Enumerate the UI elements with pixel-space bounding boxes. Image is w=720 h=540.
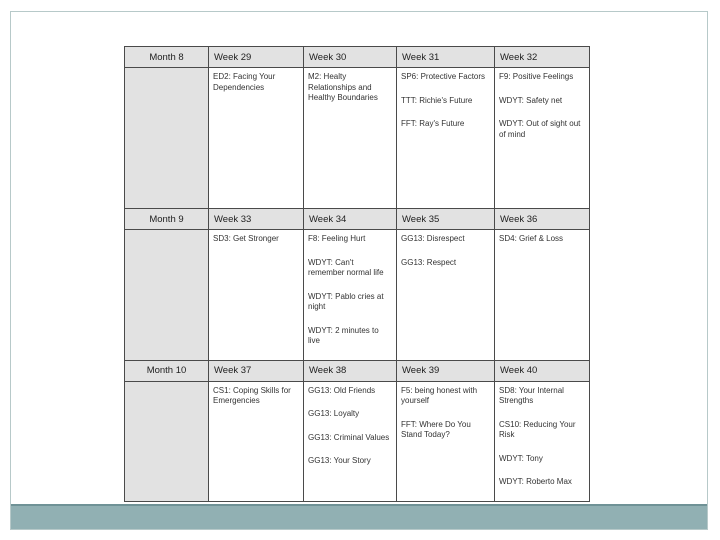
week-sessions-cell (209, 68, 304, 209)
week-sessions-cell (397, 68, 495, 209)
session-entry: GG13: Loyalty (308, 409, 360, 418)
session-entry: WDYT: 2 minutes to live (308, 325, 379, 345)
session-entry: F8: Feeling Hurt (308, 234, 366, 243)
month-body-row (125, 230, 590, 361)
month-header-row (125, 47, 590, 68)
session-entry: SD3: Get Stronger (213, 234, 279, 243)
week-sessions-cell (495, 381, 590, 501)
session-entry: CS10: Reducing Your Risk (499, 419, 576, 439)
session-entry: ED2: Facing Your Dependencies (213, 72, 276, 92)
session-entry: WDYT: Safety net (499, 95, 563, 105)
month-header-row (125, 360, 590, 381)
session-entry: WDYT: Roberto Max (499, 477, 572, 486)
week-label: Week 40 (495, 360, 590, 381)
session-entry: TTT: Richie's Future (401, 95, 473, 105)
week-label: Week 38 (304, 360, 397, 381)
week-sessions-cell (495, 68, 590, 209)
week-label: Week 37 (209, 360, 304, 381)
month-body-row (125, 381, 590, 501)
week-label: Week 39 (397, 360, 495, 381)
week-label: Week 35 (397, 209, 495, 230)
month-label: Month 8 (125, 47, 209, 68)
session-entry: GG13: Old Friends (308, 385, 376, 395)
session-entry: GG13: Disrespect (401, 234, 465, 243)
month-spacer-cell (125, 68, 209, 209)
week-sessions-cell (304, 381, 397, 501)
session-entry: WDYT: Pablo cries at night (308, 291, 384, 311)
week-label: Week 36 (495, 209, 590, 230)
month-spacer-cell (125, 381, 209, 501)
week-sessions-cell (495, 230, 590, 361)
week-label: Week 32 (495, 47, 590, 68)
month-label: Month 10 (125, 360, 209, 381)
session-entry: F9: Positive Feelings (499, 72, 574, 81)
curriculum-schedule-table (124, 46, 590, 502)
week-label: Week 30 (304, 47, 397, 68)
session-entry: FFT: Where Do You Stand Today? (401, 419, 471, 439)
month-header-row (125, 209, 590, 230)
week-sessions-cell (209, 381, 304, 501)
session-entry: GG13: Your Story (308, 456, 371, 465)
session-entry: M2: Healty Relationships and Healthy Boundaries (308, 72, 378, 102)
month-body-row (125, 68, 590, 209)
session-entry: WDYT: Out of sight out of mind (499, 119, 581, 139)
session-entry: GG13: Criminal Values (308, 432, 390, 442)
week-label: Week 31 (397, 47, 495, 68)
session-entry: GG13: Respect (401, 257, 457, 267)
week-sessions-cell (304, 68, 397, 209)
session-entry: WDYT: Can't remember normal life (308, 257, 384, 277)
week-label: Week 33 (209, 209, 304, 230)
session-entry: SD8: Your Internal Strengths (499, 385, 564, 405)
session-entry: WDYT: Tony (499, 453, 543, 463)
month-label: Month 9 (125, 209, 209, 230)
session-entry: CS1: Coping Skills for Emergencies (213, 385, 291, 405)
month-spacer-cell (125, 230, 209, 361)
session-entry: F5: being honest with yourself (401, 385, 478, 405)
week-label: Week 29 (209, 47, 304, 68)
week-sessions-cell (397, 381, 495, 501)
session-entry: SP6: Protective Factors (401, 72, 486, 81)
footer-bar (11, 504, 707, 529)
week-sessions-cell (397, 230, 495, 361)
week-sessions-cell (304, 230, 397, 361)
week-label: Week 34 (304, 209, 397, 230)
session-entry: SD4: Grief & Loss (499, 234, 564, 243)
week-sessions-cell (209, 230, 304, 361)
session-entry: FFT: Ray's Future (401, 119, 465, 128)
